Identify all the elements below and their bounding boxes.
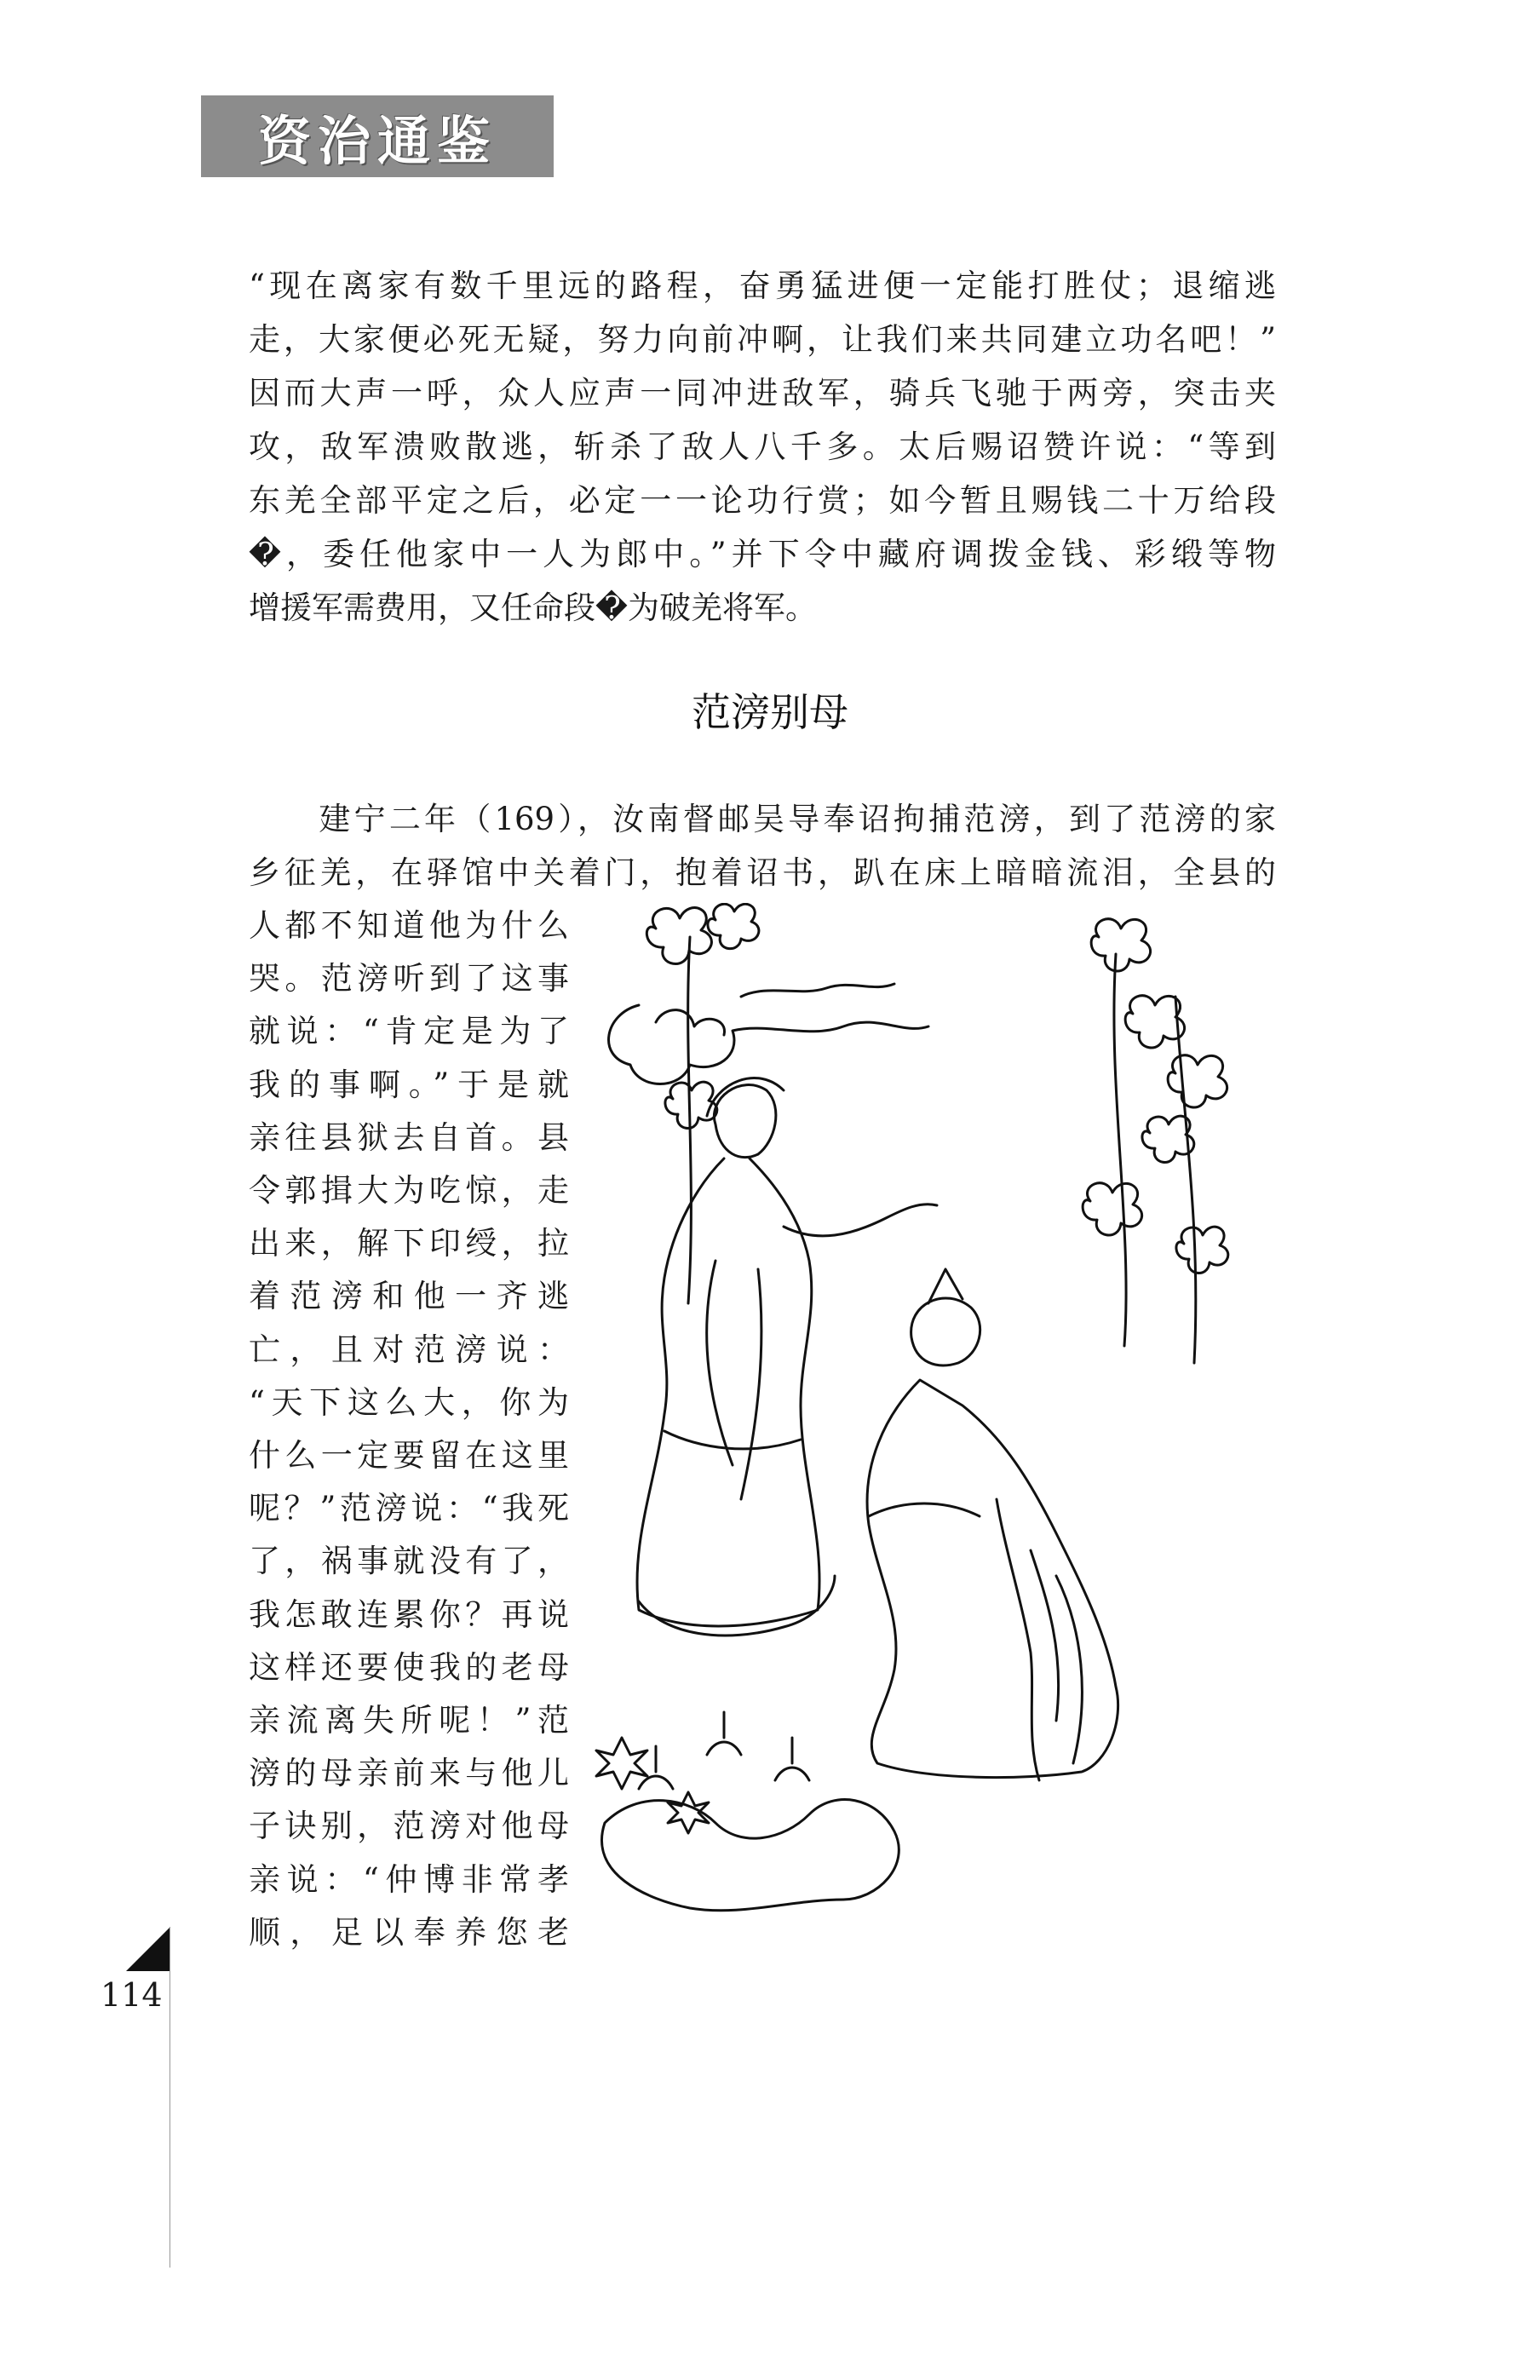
text-line: 了，祸事就没有了， bbox=[249, 1543, 569, 1580]
text-line: 什么一定要留在这里 bbox=[249, 1437, 569, 1475]
right-flowers bbox=[1091, 919, 1150, 971]
text-line: 顺，足以奉养您老 bbox=[249, 1913, 569, 1951]
son-figure bbox=[911, 1298, 980, 1365]
page-corner-marker bbox=[126, 1927, 170, 1971]
text-line: �，委任他家中一人为郎中。”并下令中藏府调拨金钱、彩缎等物 bbox=[249, 536, 1276, 572]
right-vine bbox=[1114, 954, 1126, 1346]
text-line: 令郭揖大为吃惊，走 bbox=[249, 1172, 569, 1210]
text-line: 增援军需费用，又任命段�为破羌将军。 bbox=[249, 589, 817, 626]
text-line: 东羌全部平定之后，必定一一论功行赏；如今暂且赐钱二十万给段 bbox=[249, 482, 1276, 519]
mother-figure bbox=[714, 1085, 775, 1158]
text-line: “现在离家有数千里远的路程，奋勇猛进便一定能打胜仗；退缩逃 bbox=[249, 267, 1276, 304]
book-title-banner bbox=[201, 95, 554, 177]
text-line: 出来，解下印绶，拉 bbox=[249, 1225, 569, 1262]
text-line: 因而大声一呼，众人应声一同冲进敌军，骑兵飞驰于两旁，突击夹 bbox=[249, 375, 1276, 411]
book-title: 资治通鉴 bbox=[257, 109, 497, 172]
text-line: 哭。范滂听到了这事 bbox=[249, 960, 569, 997]
text-line: 这样还要使我的老母 bbox=[249, 1648, 569, 1686]
text-line: 乡征羌，在驿馆中关着门，抱着诏书，趴在床上暗暗流泪，全县的 bbox=[249, 854, 1276, 891]
text-line: 我怎敢连累你？再说 bbox=[249, 1595, 569, 1633]
paragraph-2-narrow-column bbox=[249, 900, 569, 1959]
text-line: 走，大家便必死无疑，努力向前冲啊，让我们来共同建立功名吧！” bbox=[249, 321, 1276, 358]
text-line: 就说：“肯定是为了 bbox=[249, 1013, 569, 1050]
text-line: 建宁二年（169），汝南督邮吴导奉诏拘捕范滂，到了范滂的家 bbox=[249, 801, 1276, 837]
text-line: 亡，且对范滂说： bbox=[249, 1331, 569, 1368]
paragraph-1 bbox=[249, 259, 1276, 635]
text-line: “天下这么大，你为 bbox=[249, 1383, 569, 1421]
section-title: 范滂别母 bbox=[692, 689, 848, 735]
page-number: 114 bbox=[101, 1976, 163, 2014]
rocks bbox=[601, 1800, 899, 1911]
text-line: 亲流离失所呢！”范 bbox=[249, 1702, 569, 1739]
paragraph-2-wide bbox=[249, 792, 1276, 900]
left-vine bbox=[688, 937, 692, 1303]
text-line: 着范滂和他一齐逃 bbox=[249, 1278, 569, 1315]
left-flowers bbox=[646, 908, 711, 964]
text-line: 滂的母亲前来与他儿 bbox=[249, 1755, 569, 1792]
ink-illustration bbox=[588, 903, 1261, 1934]
text-line: 子诀别，范滂对他母 bbox=[249, 1808, 569, 1845]
text-line: 我的事啊。”于是就 bbox=[249, 1066, 569, 1103]
cloud-swirl bbox=[609, 1005, 928, 1084]
text-line: 攻，敌军溃败散逃，斩杀了敌人八千多。太后赐诏赞许说：“等到 bbox=[249, 428, 1276, 465]
text-line: 人都不知道他为什么 bbox=[249, 907, 569, 944]
text-line: 呢？”范滂说：“我死 bbox=[249, 1490, 569, 1527]
text-line: 亲说：“仲博非常孝 bbox=[249, 1860, 569, 1898]
text-line: 亲往县狱去自首。县 bbox=[249, 1118, 569, 1156]
